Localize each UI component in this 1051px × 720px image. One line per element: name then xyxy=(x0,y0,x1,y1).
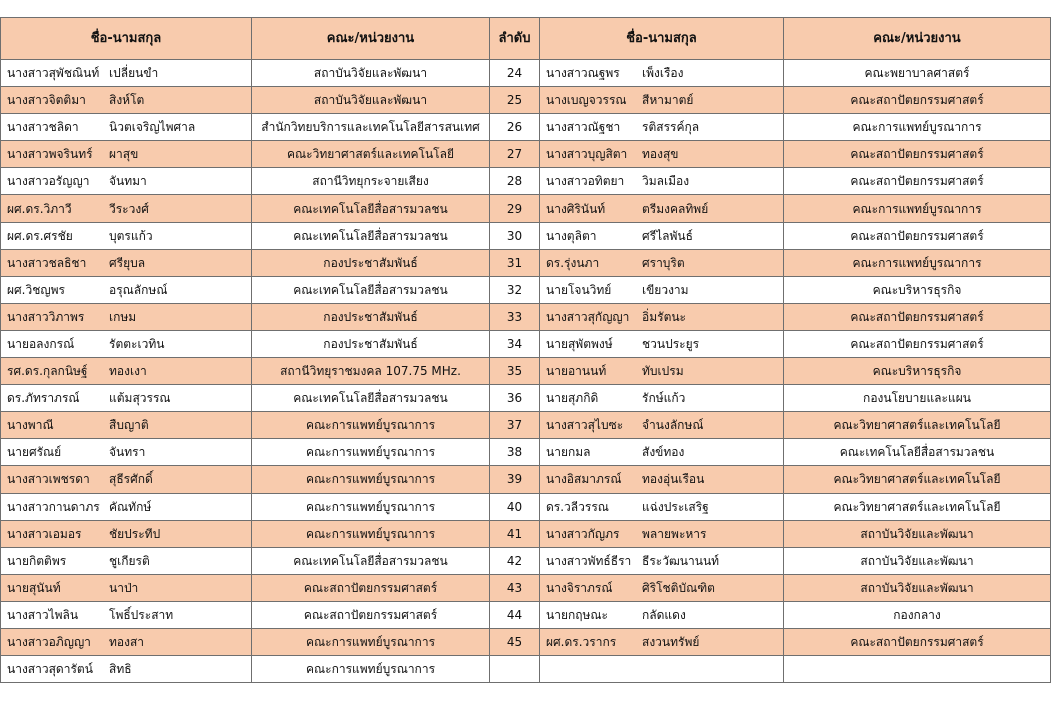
first-name: นางสาวไพลิน xyxy=(7,607,79,622)
header-unit-2: คณะ/หน่วยงาน xyxy=(784,18,1051,60)
first-name: นางสาวชลธิชา xyxy=(7,255,87,270)
last-name: วีระวงศ์ xyxy=(109,201,149,216)
unit-cell-2: คณะการแพทย์บูรณาการ xyxy=(784,195,1051,222)
name-cell xyxy=(1,520,252,547)
last-name-2: ศราบุริต xyxy=(642,255,685,270)
order-cell: 45 xyxy=(490,628,540,655)
name-cell-2 xyxy=(540,520,784,547)
table-row xyxy=(1,358,1051,385)
first-name-2: นางสาวณฐพร xyxy=(546,66,620,81)
last-name-2: เพ็งเรือง xyxy=(642,66,684,81)
table-row xyxy=(1,466,1051,493)
name-cell xyxy=(1,628,252,655)
unit-cell: คณะสถาปัตยกรรมศาสตร์ xyxy=(252,601,490,628)
unit-cell: คณะเทคโนโลยีสื่อสารมวลชน xyxy=(252,547,490,574)
table-row xyxy=(1,412,1051,439)
header-unit: คณะ/หน่วยงาน xyxy=(252,18,490,60)
first-name: นางสาวอภิญญา xyxy=(7,635,91,650)
last-name: จันทรา xyxy=(109,445,146,460)
unit-cell-2: คณะสถาปัตยกรรมศาสตร์ xyxy=(784,330,1051,357)
unit-cell: คณะการแพทย์บูรณาการ xyxy=(252,656,490,683)
table-row xyxy=(1,168,1051,195)
name-cell-2 xyxy=(540,168,784,195)
last-name: รัตตะเวทิน xyxy=(109,336,165,351)
first-name: นายอลงกรณ์ xyxy=(7,336,75,351)
last-name: เกษม xyxy=(109,309,137,324)
order-cell: 42 xyxy=(490,547,540,574)
order-cell: 26 xyxy=(490,114,540,141)
first-name: นางสาวสุดารัตน์ xyxy=(7,662,93,677)
first-name-2: นายอานนท์ xyxy=(546,364,607,379)
last-name-2: จำนงลักษณ์ xyxy=(642,418,704,433)
first-name: นางสาวเอมอร xyxy=(7,526,82,541)
name-cell-2 xyxy=(540,276,784,303)
unit-cell: คณะสถาปัตยกรรมศาสตร์ xyxy=(252,574,490,601)
first-name-2: นางเบญจวรรณ xyxy=(546,93,627,108)
first-name: รศ.ดร.กุลกนิษฐ์ xyxy=(7,364,88,379)
name-cell xyxy=(1,114,252,141)
order-cell: 28 xyxy=(490,168,540,195)
order-cell: 29 xyxy=(490,195,540,222)
unit-cell: คณะเทคโนโลยีสื่อสารมวลชน xyxy=(252,385,490,412)
name-cell-2 xyxy=(540,412,784,439)
last-name-2: อิ่มรัตนะ xyxy=(642,309,687,324)
first-name: ผศ.วิชญพร xyxy=(7,282,65,297)
first-name: นางสาวพจรินทร์ xyxy=(7,147,93,162)
unit-cell-2 xyxy=(784,656,1051,683)
name-cell xyxy=(1,601,252,628)
last-name: แต้มสุวรรณ xyxy=(109,391,171,406)
first-name-2: นางสาวสุไบซะ xyxy=(546,418,624,433)
first-name-2: นางอิสมาภรณ์ xyxy=(546,472,622,487)
unit-cell: สำนักวิทยบริการและเทคโนโลยีสารสนเทศ xyxy=(252,114,490,141)
last-name: ผาสุข xyxy=(109,147,139,162)
table-row xyxy=(1,276,1051,303)
unit-cell-2: คณะสถาปัตยกรรมศาสตร์ xyxy=(784,628,1051,655)
order-cell: 24 xyxy=(490,60,540,87)
unit-cell: คณะการแพทย์บูรณาการ xyxy=(252,412,490,439)
name-cell-2 xyxy=(540,493,784,520)
order-cell: 35 xyxy=(490,358,540,385)
table-row xyxy=(1,60,1051,87)
first-name: นางสาวจิตติมา xyxy=(7,93,86,108)
first-name-2: นางจิราภรณ์ xyxy=(546,580,613,595)
unit-cell-2: คณะวิทยาศาสตร์และเทคโนโลยี xyxy=(784,412,1051,439)
name-cell-2 xyxy=(540,330,784,357)
unit-cell: กองประชาสัมพันธ์ xyxy=(252,330,490,357)
first-name: ผศ.ดร.วิภาวี xyxy=(7,201,72,216)
last-name: บุตรแก้ว xyxy=(109,228,153,243)
unit-cell: คณะการแพทย์บูรณาการ xyxy=(252,466,490,493)
header-name-2: ชื่อ-นามสกุล xyxy=(540,18,784,60)
first-name: นางสาวอรัญญา xyxy=(7,174,90,189)
name-cell xyxy=(1,493,252,520)
name-cell xyxy=(1,547,252,574)
last-name-2: กลัดแดง xyxy=(642,607,686,622)
unit-cell-2: กองนโยบายและแผน xyxy=(784,385,1051,412)
order-cell: 34 xyxy=(490,330,540,357)
name-cell-2 xyxy=(540,466,784,493)
order-cell: 44 xyxy=(490,601,540,628)
table-row xyxy=(1,628,1051,655)
name-cell xyxy=(1,358,252,385)
unit-cell-2: คณะสถาปัตยกรรมศาสตร์ xyxy=(784,87,1051,114)
table-row xyxy=(1,547,1051,574)
table-body xyxy=(1,60,1051,683)
first-name: ดร.ภัทราภรณ์ xyxy=(7,391,80,406)
unit-cell: คณะวิทยาศาสตร์และเทคโนโลยี xyxy=(252,141,490,168)
unit-cell: กองประชาสัมพันธ์ xyxy=(252,249,490,276)
unit-cell: คณะการแพทย์บูรณาการ xyxy=(252,628,490,655)
first-name-2: นางสาวกัญภร xyxy=(546,526,620,541)
unit-cell-2: คณะวิทยาศาสตร์และเทคโนโลยี xyxy=(784,493,1051,520)
unit-cell-2: คณะเทคโนโลยีสื่อสารมวลชน xyxy=(784,439,1051,466)
last-name: สิงห์โต xyxy=(109,93,145,108)
name-cell xyxy=(1,60,252,87)
last-name: ทองเงา xyxy=(109,364,147,379)
last-name: สิทธิ xyxy=(109,662,132,677)
unit-cell: คณะการแพทย์บูรณาการ xyxy=(252,439,490,466)
unit-cell: สถานีวิทยุกระจายเสียง xyxy=(252,168,490,195)
first-name: นายศรัณย์ xyxy=(7,445,62,460)
first-name-2: นางสาวอทิตยา xyxy=(546,174,625,189)
name-cell xyxy=(1,466,252,493)
last-name-2: ทับเปรม xyxy=(642,364,684,379)
unit-cell-2: คณะการแพทย์บูรณาการ xyxy=(784,249,1051,276)
last-name: อรุณลักษณ์ xyxy=(109,282,168,297)
first-name-2: นางศิรินันท์ xyxy=(546,201,606,216)
name-cell xyxy=(1,168,252,195)
header-name: ชื่อ-นามสกุล xyxy=(1,18,252,60)
first-name: นางสาวกานดาภร xyxy=(7,499,100,514)
last-name-2: พลายพะหาร xyxy=(642,526,707,541)
first-name: ผศ.ดร.ศรชัย xyxy=(7,228,73,243)
first-name-2: นางสาวณัฐชา xyxy=(546,120,621,135)
last-name-2: สังข์ทอง xyxy=(642,445,685,460)
name-cell xyxy=(1,412,252,439)
first-name-2: นางตุลิตา xyxy=(546,228,597,243)
unit-cell: คณะเทคโนโลยีสื่อสารมวลชน xyxy=(252,276,490,303)
last-name: ทองสา xyxy=(109,635,145,650)
name-cell xyxy=(1,385,252,412)
last-name-2: ศิริโชติบัณฑิต xyxy=(642,580,715,595)
first-name-2: นายสุพัตพงษ์ xyxy=(546,336,613,351)
table-row xyxy=(1,601,1051,628)
name-cell-2 xyxy=(540,601,784,628)
unit-cell: คณะเทคโนโลยีสื่อสารมวลชน xyxy=(252,195,490,222)
table-row xyxy=(1,114,1051,141)
staff-table xyxy=(0,17,1051,683)
last-name-2: ทองอุ่นเรือน xyxy=(642,472,705,487)
table-row xyxy=(1,330,1051,357)
order-cell: 40 xyxy=(490,493,540,520)
order-cell: 43 xyxy=(490,574,540,601)
unit-cell: คณะการแพทย์บูรณาการ xyxy=(252,493,490,520)
name-cell xyxy=(1,222,252,249)
table-row xyxy=(1,141,1051,168)
unit-cell-2: สถาบันวิจัยและพัฒนา xyxy=(784,547,1051,574)
last-name-2: ชวนประยูร xyxy=(642,336,700,351)
first-name: นางสาววิภาพร xyxy=(7,309,85,324)
unit-cell-2: คณะวิทยาศาสตร์และเทคโนโลยี xyxy=(784,466,1051,493)
name-cell-2 xyxy=(540,303,784,330)
name-cell-2 xyxy=(540,656,784,683)
last-name: นิวตเจริญไพศาล xyxy=(109,120,196,135)
last-name: คัณทักษ์ xyxy=(109,499,152,514)
name-cell-2 xyxy=(540,141,784,168)
unit-cell-2: กองกลาง xyxy=(784,601,1051,628)
last-name: สุธีรศักดิ์ xyxy=(109,472,153,487)
order-cell: 38 xyxy=(490,439,540,466)
unit-cell: คณะเทคโนโลยีสื่อสารมวลชน xyxy=(252,222,490,249)
unit-cell: สถานีวิทยุราชมงคล 107.75 MHz. xyxy=(252,358,490,385)
last-name: ศรียุบล xyxy=(109,255,146,270)
order-cell: 36 xyxy=(490,385,540,412)
first-name: นางสาวชลิดา xyxy=(7,120,79,135)
header-no: ลำดับ xyxy=(490,18,540,60)
last-name: โพธิ์ประสาท xyxy=(109,607,174,622)
table-row xyxy=(1,493,1051,520)
unit-cell-2: สถาบันวิจัยและพัฒนา xyxy=(784,520,1051,547)
unit-cell-2: คณะการแพทย์บูรณาการ xyxy=(784,114,1051,141)
unit-cell-2: สถาบันวิจัยและพัฒนา xyxy=(784,574,1051,601)
unit-cell-2: คณะสถาปัตยกรรมศาสตร์ xyxy=(784,141,1051,168)
name-cell-2 xyxy=(540,114,784,141)
name-cell-2 xyxy=(540,249,784,276)
table-row xyxy=(1,222,1051,249)
unit-cell-2: คณะสถาปัตยกรรมศาสตร์ xyxy=(784,303,1051,330)
unit-cell: สถาบันวิจัยและพัฒนา xyxy=(252,87,490,114)
name-cell-2 xyxy=(540,195,784,222)
last-name-2: เขียวงาม xyxy=(642,282,689,297)
last-name: นาป่า xyxy=(109,580,139,595)
table-row xyxy=(1,87,1051,114)
first-name: นางพาณี xyxy=(7,418,54,433)
name-cell-2 xyxy=(540,574,784,601)
first-name-2: นางสาวสุกัญญา xyxy=(546,309,630,324)
table-row xyxy=(1,385,1051,412)
first-name-2: ดร.รุ่งนภา xyxy=(546,255,600,270)
name-cell-2 xyxy=(540,439,784,466)
first-name-2: นายโจนวิทย์ xyxy=(546,282,612,297)
order-cell xyxy=(490,656,540,683)
name-cell xyxy=(1,330,252,357)
first-name-2: นางสาวพัทธ์ธีรา xyxy=(546,553,632,568)
first-name-2: ดร.วลีวรรณ xyxy=(546,499,609,514)
last-name-2: รักษ์แก้ว xyxy=(642,391,686,406)
table-row xyxy=(1,656,1051,683)
table-row xyxy=(1,574,1051,601)
first-name-2: นายสุภกิดิ xyxy=(546,391,599,406)
name-cell xyxy=(1,439,252,466)
last-name-2: ตรีมงคลทิพย์ xyxy=(642,201,709,216)
last-name-2: รติสรรค์กุล xyxy=(642,120,700,135)
last-name: ชูเกียรติ xyxy=(109,553,150,568)
table-row xyxy=(1,249,1051,276)
last-name-2: วิมลเมือง xyxy=(642,174,690,189)
name-cell xyxy=(1,249,252,276)
name-cell-2 xyxy=(540,385,784,412)
unit-cell: คณะการแพทย์บูรณาการ xyxy=(252,520,490,547)
name-cell xyxy=(1,195,252,222)
first-name: นายกิตติพร xyxy=(7,553,67,568)
table-row xyxy=(1,303,1051,330)
order-cell: 31 xyxy=(490,249,540,276)
unit-cell-2: คณะสถาปัตยกรรมศาสตร์ xyxy=(784,222,1051,249)
name-cell-2 xyxy=(540,60,784,87)
order-cell: 39 xyxy=(490,466,540,493)
order-cell: 41 xyxy=(490,520,540,547)
name-cell xyxy=(1,276,252,303)
order-cell: 30 xyxy=(490,222,540,249)
last-name-2: สงวนทรัพย์ xyxy=(642,635,700,650)
unit-cell-2: คณะพยาบาลศาสตร์ xyxy=(784,60,1051,87)
name-cell-2 xyxy=(540,628,784,655)
name-cell-2 xyxy=(540,87,784,114)
last-name-2: สีหามาตย์ xyxy=(642,93,694,108)
unit-cell: กองประชาสัมพันธ์ xyxy=(252,303,490,330)
unit-cell-2: คณะบริหารธุรกิจ xyxy=(784,358,1051,385)
unit-cell: สถาบันวิจัยและพัฒนา xyxy=(252,60,490,87)
order-cell: 37 xyxy=(490,412,540,439)
first-name-2: นางสาวบุญสิตา xyxy=(546,147,628,162)
name-cell xyxy=(1,87,252,114)
first-name-2: นายกมล xyxy=(546,445,591,460)
unit-cell-2: คณะบริหารธุรกิจ xyxy=(784,276,1051,303)
last-name-2: ธีระวัฒนานนท์ xyxy=(642,553,720,568)
name-cell xyxy=(1,656,252,683)
header-row xyxy=(1,18,1051,60)
name-cell-2 xyxy=(540,547,784,574)
last-name-2: ศรีไลพันธ์ xyxy=(642,228,693,243)
table-row xyxy=(1,439,1051,466)
first-name: นางสาวสุพัชณินท์ xyxy=(7,66,100,81)
table-row xyxy=(1,520,1051,547)
name-cell xyxy=(1,141,252,168)
order-cell: 27 xyxy=(490,141,540,168)
last-name: สืบญาติ xyxy=(109,418,149,433)
name-cell xyxy=(1,574,252,601)
order-cell: 25 xyxy=(490,87,540,114)
last-name-2: แฉ่งประเสริฐ xyxy=(642,499,709,514)
name-cell-2 xyxy=(540,358,784,385)
name-cell xyxy=(1,303,252,330)
order-cell: 33 xyxy=(490,303,540,330)
first-name-2: นายกฤษณะ xyxy=(546,607,608,622)
first-name: นางสาวเพชรดา xyxy=(7,472,90,487)
order-cell: 32 xyxy=(490,276,540,303)
unit-cell-2: คณะสถาปัตยกรรมศาสตร์ xyxy=(784,168,1051,195)
last-name: เปลี่ยนขำ xyxy=(109,66,159,81)
last-name-2: ทองสุข xyxy=(642,147,679,162)
last-name: จันทมา xyxy=(109,174,147,189)
first-name-2: ผศ.ดร.วรากร xyxy=(546,635,617,650)
first-name: นายสุนันท์ xyxy=(7,580,61,595)
last-name: ชัยประทีป xyxy=(109,526,161,541)
name-cell-2 xyxy=(540,222,784,249)
table-row xyxy=(1,195,1051,222)
